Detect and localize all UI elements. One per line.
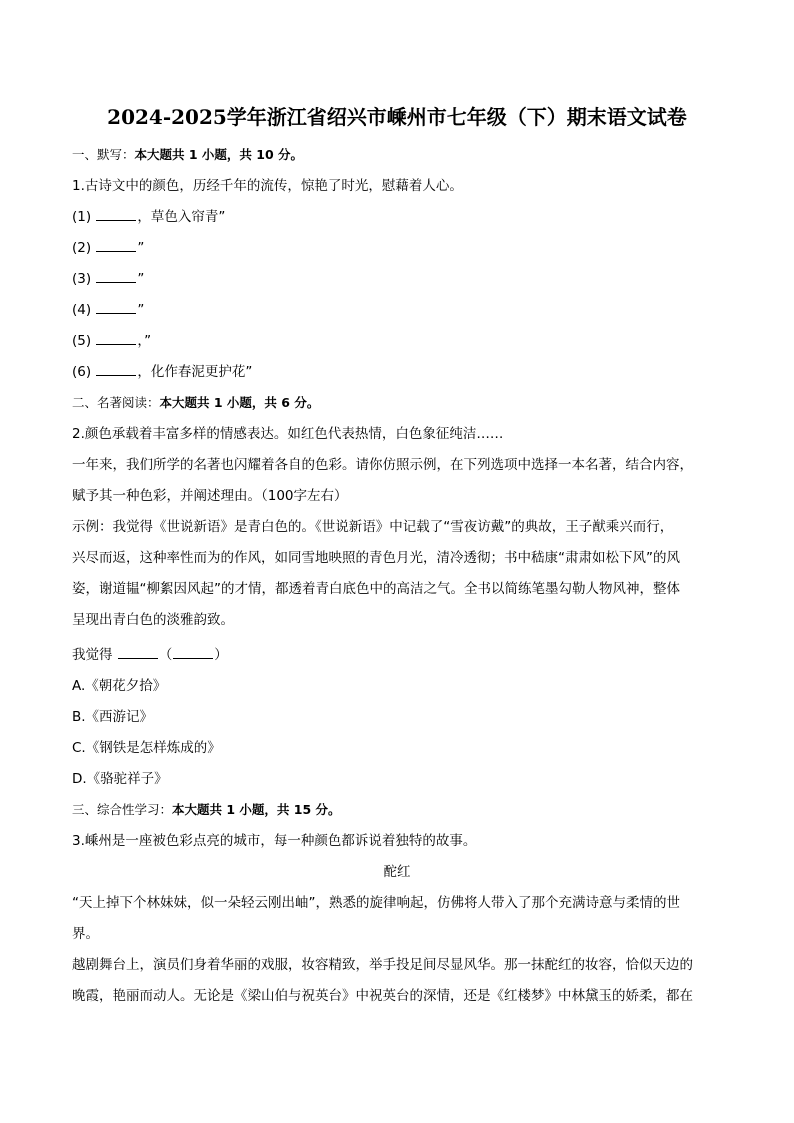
q1-item-number: (2): [72, 240, 92, 256]
q1-item-number: (3): [72, 271, 92, 287]
q3-subtitle: 酡红: [383, 864, 411, 880]
q2-option-d: D.《骆驼祥子》: [72, 771, 168, 787]
answer-blank[interactable]: [173, 646, 213, 659]
section-1-header: [72, 145, 303, 165]
answer-blank[interactable]: [96, 239, 136, 252]
q1-item-text: ，草色入帘青”: [137, 209, 226, 225]
answer-blank[interactable]: [96, 363, 136, 376]
answer-blank[interactable]: [96, 208, 136, 221]
q2-prompt-line-1: 一年来，我们所学的名著也闪耀着各自的色彩。请你仿照示例，在下列选项中选择一本名著，结合内容，: [72, 457, 693, 473]
q2-answer-line: [72, 645, 228, 665]
answer-blank[interactable]: [96, 270, 136, 283]
q2-option-c: C.《钢铁是怎样炼成的》: [72, 740, 221, 756]
q3-para-2-line-1: 越剧舞台上，演员们身着华丽的戏服，妆容精致，举手投足间尽显风华。那一抹酡红的妆容，恰似天边的: [72, 957, 693, 973]
q2-example-line-2: 兴尽而返，这种率性而为的作风，如同雪地映照的青色月光，清冷透彻；书中嵇康“肃肃如松下风”的风: [72, 550, 680, 566]
answer-blank[interactable]: [118, 646, 158, 659]
q1-item-number: (6): [72, 364, 92, 380]
q1-item-text: ，”: [137, 333, 152, 349]
q2-example-line-1: 示例：我觉得《世说新语》是青白色的。《世说新语》中记载了“雪夜访戴”的典故，王子猷乘兴而行，: [72, 519, 674, 535]
section-3-header: [72, 800, 341, 820]
section-1-prefix: 一、默写：: [72, 147, 135, 162]
q1-item-number: (5): [72, 333, 92, 349]
section-3-prefix: 三、综合性学习：: [72, 802, 173, 817]
q1-item-text: ”: [137, 302, 145, 318]
section-2-prefix: 二、名著阅读：: [72, 395, 160, 410]
q2-answer-open: （: [158, 647, 173, 663]
q2-answer-close: ）: [214, 647, 228, 663]
q2-example-line-3: 姿，谢道韫“柳絮因风起”的才情，都透着青白底色中的高洁之气。全书以简练笔墨勾勒人物风神，整体: [72, 581, 680, 597]
section-1-info: 本大题共 1 小题，共 10 分。: [134, 147, 304, 162]
q1-item-text: ”: [137, 271, 145, 287]
q1-item-1: [72, 207, 225, 227]
section-3-info: 本大题共 1 小题，共 15 分。: [172, 802, 341, 817]
q1-stem: 1.古诗文中的颜色，历经千年的流传，惊艳了时光，慰藉着人心。: [72, 178, 463, 194]
q1-item-2: [72, 238, 144, 258]
q1-item-5: [72, 331, 151, 351]
q1-item-number: (4): [72, 302, 92, 318]
section-2-header: [72, 393, 319, 413]
q3-para-1-line-2: 界。: [72, 926, 99, 942]
q3-para-1-line-1: “天上掉下个林妹妹，似一朵轻云刚出岫”，熟悉的旋律响起，仿佛将人带入了那个充满诗意与柔情的世: [72, 895, 680, 911]
q3-stem: 3.嵊州是一座被色彩点亮的城市，每一种颜色都诉说着独特的故事。: [72, 833, 477, 849]
q1-item-3: [72, 269, 144, 289]
section-2-info: 本大题共 1 小题，共 6 分。: [159, 395, 320, 410]
q1-item-4: [72, 300, 144, 320]
q2-answer-prefix: 我觉得: [72, 647, 113, 663]
answer-blank[interactable]: [96, 301, 136, 314]
q1-item-6: [72, 362, 252, 382]
q2-example-line-4: 呈现出青白色的淡雅韵致。: [72, 612, 234, 628]
q1-item-text: ”: [137, 240, 145, 256]
q3-para-2-line-2: 晚霞，艳丽而动人。无论是《梁山伯与祝英台》中祝英台的深情，还是《红楼梦》中林黛玉的娇柔，都在: [72, 988, 693, 1004]
page-title: 2024-2025学年浙江省绍兴市嵊州市七年级（下）期末语文试卷: [107, 105, 687, 129]
q2-prompt-line-2: 赋予其一种色彩，并阐述理由。（100字左右）: [72, 488, 348, 504]
q1-item-text: ，化作春泥更护花”: [137, 364, 253, 380]
q2-stem: 2.颜色承载着丰富多样的情感表达。如红色代表热情，白色象征纯洁……: [72, 426, 504, 442]
q2-option-b: B.《西游记》: [72, 709, 154, 725]
answer-blank[interactable]: [96, 332, 136, 345]
q2-option-a: A.《朝花夕拾》: [72, 678, 167, 694]
q1-item-number: (1): [72, 209, 92, 225]
